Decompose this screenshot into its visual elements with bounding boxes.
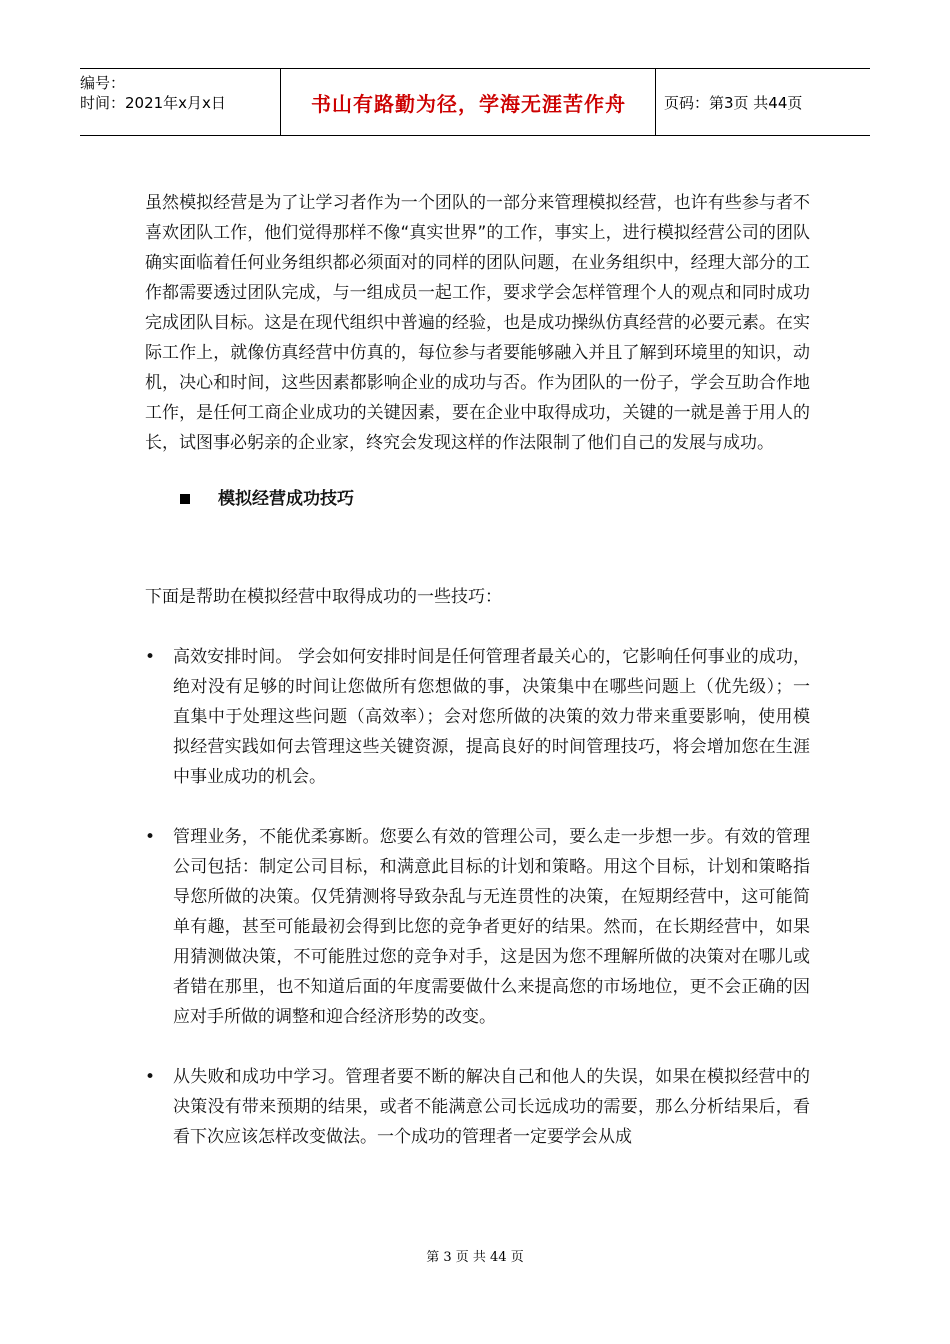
list-item xyxy=(145,642,810,792)
bullet-dot-icon: • xyxy=(145,1067,156,1087)
section-heading-text: 模拟经营成功技巧 xyxy=(218,489,354,509)
section-heading xyxy=(145,484,810,514)
time-label: 时间：2021年x月x日 xyxy=(80,94,226,112)
header-page-info: 页码：第3页 共44页 xyxy=(664,93,803,112)
intro-text: 下面是帮助在模拟经营中取得成功的一些技巧： xyxy=(145,587,502,607)
number-label: 编号： xyxy=(80,74,126,92)
bullet-dot-icon: • xyxy=(145,647,156,667)
header-motto: 书山有路勤为径，学海无涯苦作舟 xyxy=(282,69,656,135)
list-item xyxy=(145,822,810,1032)
header-meta xyxy=(80,69,281,135)
list-item-text: 从失败和成功中学习。管理者要不断的解决自己和他人的失误，如果在模拟经营中的决策没有带来预期的结果，或者不能满意公司长远成功的需要，那么分析结果后，看看下次应该怎样改变做法。一个成功的管理者一定要学会从成 xyxy=(173,1067,810,1147)
square-bullet-icon xyxy=(180,494,190,504)
list-item xyxy=(145,1062,810,1152)
body-paragraph: 虽然模拟经营是为了让学习者作为一个团队的一部分来管理模拟经营，也许有些参与者不喜欢团队工作，他们觉得那样不像“真实世界”的工作，事实上，进行模拟经营公司的团队确实面临着任何业务组织都必须面对的同样的团队问题，在业务组织中，经理大部分的工作都需要透过团队完成，与一组成员一起工作，要求学会怎样管理个人的观点和同时成功完成团队目标。这是在现代组织中普遍的经验，也是成功操纵仿真经营的必要元素。在实际工作上，就像仿真经营中仿真的，每位参与者要能够融入并且了解到环境里的知识，动机，决心和时间，这些因素都影响企业的成功与否。作为团队的一份子，学会互助合作地工作，是任何工商企业成功的关键因素，要在企业中取得成功，关键的一就是善于用人的长，试图事必躬亲的企业家，终究会发现这样的作法限制了他们自己的发展与成功。 xyxy=(145,193,810,453)
page-footer: 第 3 页 共 44 页 xyxy=(426,1250,524,1265)
document-header xyxy=(80,68,870,136)
list-item-text: 管理业务，不能优柔寡断。您要么有效的管理公司，要么走一步想一步。有效的管理公司包括：制定公司目标，和满意此目标的计划和策略。用这个目标，计划和策略指导您所做的决策。仅凭猜测将导致杂乱与无连贯性的决策，在短期经营中，这可能简单有趣，甚至可能最初会得到比您的竞争者更好的结果。然而，在长期经营中，如果用猜测做决策，不可能胜过您的竞争对手，这是因为您不理解所做的决策对在哪儿或者错在那里，也不知道后面的年度需要做什么来提高您的市场地位，更不会正确的因应对手所做的调整和迎合经济形势的改变。 xyxy=(173,827,810,1027)
list-item-text: 高效安排时间。 学会如何安排时间是任何管理者最关心的，它影响任何事业的成功，绝对没有足够的时间让您做所有您想做的事，决策集中在哪些问题上（优先级）；一直集中于处理这些问题（高效率）；会对您所做的决策的效力带来重要影响，使用模拟经营实践如何去管理这些关键资源，提高良好的时间管理技巧，将会增加您在生涯中事业成功的机会。 xyxy=(173,647,810,787)
bullet-dot-icon: • xyxy=(145,827,156,847)
document-body xyxy=(145,188,810,1152)
